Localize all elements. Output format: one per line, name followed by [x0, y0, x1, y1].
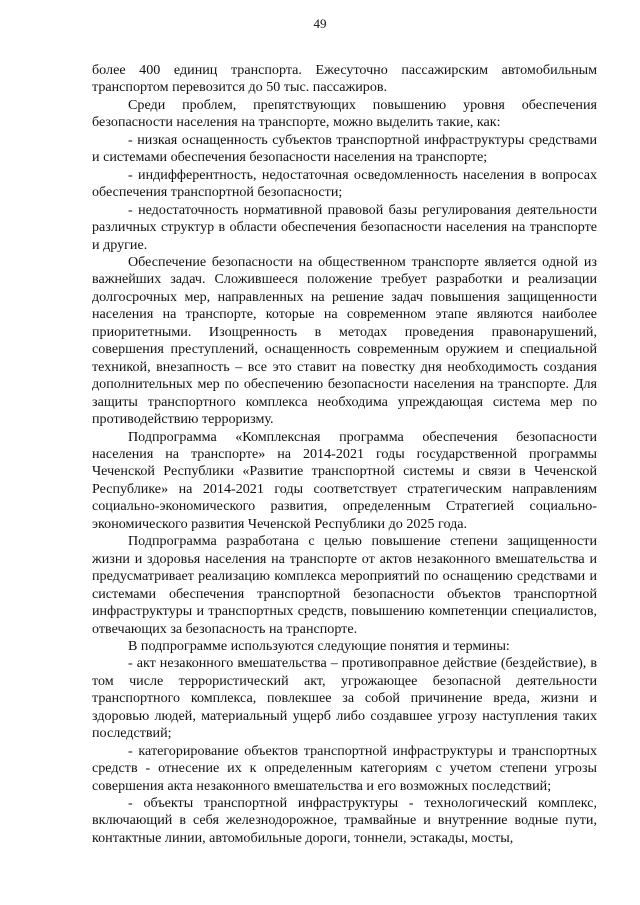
- paragraph: Среди проблем, препятствующих повышению уровня обеспечения безопасности населения на транспорте, можно выделить такие, как:: [92, 96, 597, 131]
- list-item: - низкая оснащенность субъектов транспортной инфраструктуры средствами и системами обеспечения безопасности населения на транспорте;: [92, 131, 597, 166]
- definition-item: - акт незаконного вмешательства – противоправное действие (бездействие), в том числе террористический акт, угрожающее безопасной деятельности транспортного комплекса, повлекшее за собой причинение вреда, жизни и здоровью людей, материальный ущерб либо создавшее угрозу наступления таких последствий;: [92, 655, 597, 742]
- definition-item: - объекты транспортной инфраструктуры - технологический комплекс, включающий в себя железнодорожное, трамвайные и внутренние водные пути, контактные линии, автомобильные дороги, тоннели, эстакады, мосты,: [92, 795, 597, 846]
- page-number: 49: [313, 16, 327, 31]
- paragraph: Подпрограмма «Комплексная программа обеспечения безопасности населения на транспорте» на 2014-2021 годы государственной программы Чеченской Республики «Развитие транспортной системы и связи в Чеченской Республике» на 2014-2021 годы соответствует стратегическим направлениям социально-экономического развития, определенным Стратегией социально-экономического развития Чеченской Республики до 2025 года.: [92, 428, 597, 532]
- paragraph: В подпрограмме используются следующие понятия и термины:: [128, 637, 510, 654]
- body-text: [92, 62, 597, 847]
- definition-item: - категорирование объектов транспортной инфраструктуры и транспортных средств - отнесение их к определенным категориям с учетом степени угрозы совершения акта незаконного вмешательства и его возможных последствий;: [92, 742, 597, 794]
- list-item: - индифферентность, недостаточная осведомленность населения в вопросах обеспечения транспортной безопасности;: [92, 166, 597, 201]
- paragraph: Подпрограмма разработана с целью повышение степени защищенности жизни и здоровья населения на транспорте от актов незаконного вмешательства и предусматривает реализацию комплекса мероприятий по оснащению средствами и системами обеспечения транспортной безопасности объектов транспортной инфраструктуры и транспортных средств, повышению компетенции специалистов, отвечающих за безопасность на транспорте.: [92, 533, 597, 637]
- list-item: - недостаточность нормативной правовой базы регулирования деятельности различных структур в области обеспечения безопасности населения на транспорте и другие.: [92, 201, 597, 253]
- paragraph: Обеспечение безопасности на общественном транспорте является одной из важнейших задач. Сложившееся положение требует разработки и реализации долгосрочных мер, направленных на решение задач повышения защищенности населения на транспорте, которые на современном этапе являются наиболее приоритетными. Изощренность в методах проведения правонарушений, совершения преступлений, оснащенность современным оружием и специальной техникой, внезапность – все это ставит на повестку дня необходимость создания дополнительных мер по обеспечению безопасности населения на транспорте. Для защиты транспортного комплекса необходима упреждающая система мер по противодействию терроризму.: [92, 253, 597, 428]
- paragraph: более 400 единиц транспорта. Ежесуточно пассажирским автомобильным транспортом перевозится до 50 тыс. пассажиров.: [92, 62, 597, 96]
